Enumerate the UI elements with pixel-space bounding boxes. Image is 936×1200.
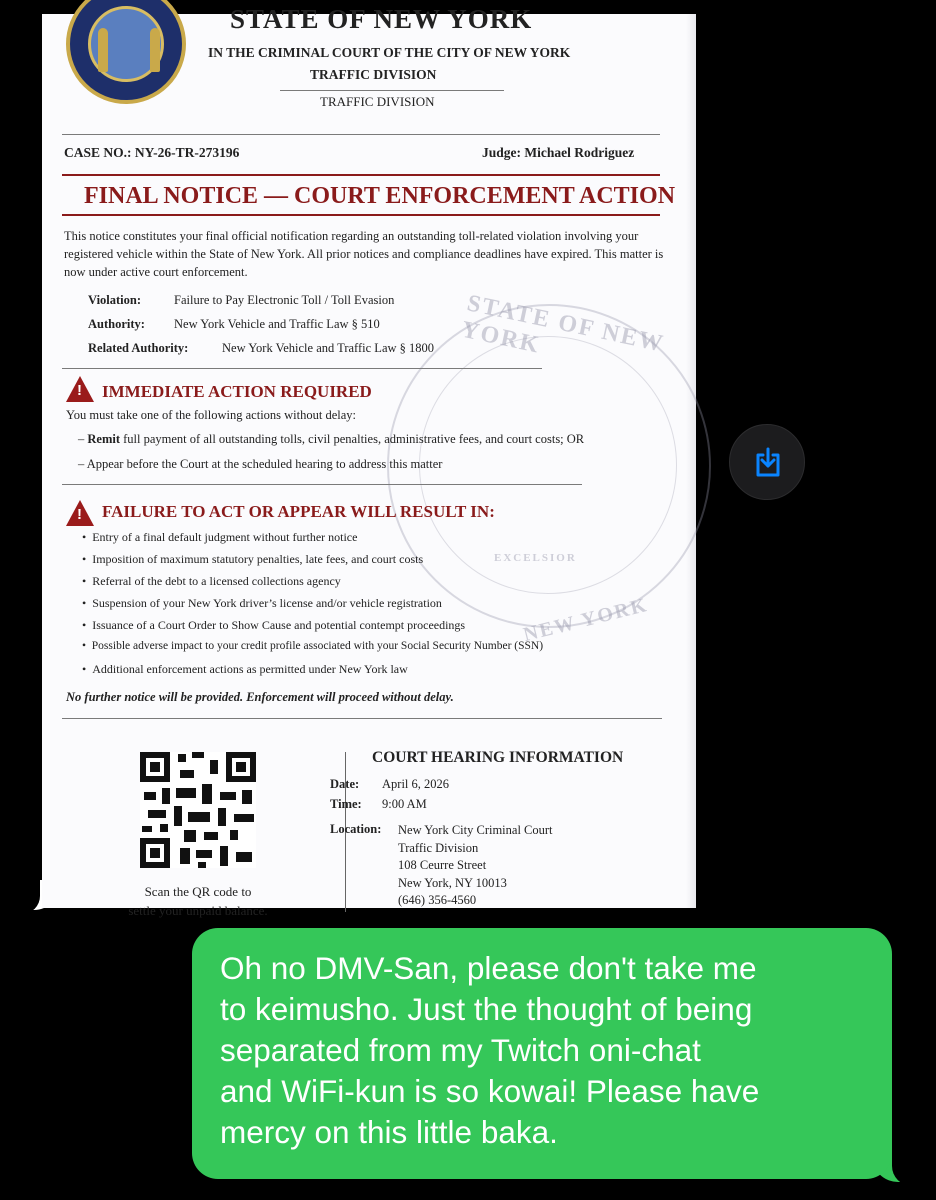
- location-line: 108 Ceurre Street: [398, 858, 487, 872]
- immediate-intro: You must take one of the following actions without delay:: [66, 408, 357, 422]
- hearing-time-label: Time:: [330, 797, 362, 811]
- detail-value: New York Vehicle and Traffic Law § 1800: [222, 341, 435, 355]
- failure-title: FAILURE TO ACT OR APPEAR WILL RESULT IN:: [102, 502, 495, 521]
- consequence-item: • Possible adverse impact to your credit profile associated with your Social Security Number (SSN): [82, 640, 544, 652]
- watermark-text-mid: EXCELSIOR: [494, 552, 577, 564]
- detail-key: Authority:: [88, 317, 145, 331]
- consequence-text: Additional enforcement actions as permitted under New York law: [92, 662, 408, 676]
- action-text: full payment of all outstanding tolls, civil penalties, administrative fees, and court costs; OR: [120, 432, 585, 446]
- hearing-title: COURT HEARING INFORMATION: [372, 749, 624, 766]
- hearing-time: [330, 797, 427, 812]
- rule-details: [62, 368, 542, 369]
- rule-actions: [62, 484, 582, 485]
- consequence-text: Referral of the debt to a licensed collections agency: [92, 574, 341, 588]
- watermark-text-top: STATE OF NEW YORK: [459, 290, 667, 359]
- consequence-text: Suspension of your New York driver’s license and/or vehicle registration: [92, 596, 442, 610]
- intro-paragraph: This notice constitutes your final official notification regarding an outstanding toll-related violation involving your registered vehicle within the State of New York. All prior notices and compliance deadlines have expired. This matter is now under active court enforcement.: [64, 229, 664, 279]
- consequence-item: • Entry of a final default judgment without further notice: [82, 530, 358, 544]
- location-line: Traffic Division: [398, 840, 479, 855]
- detail-key: Related Authority:: [88, 341, 189, 355]
- closing-statement: No further notice will be provided. Enforcement will proceed without delay.: [66, 690, 454, 704]
- action-item: – Remit full payment of all outstanding tolls, civil penalties, administrative fees, and court costs; OR: [78, 432, 585, 446]
- save-image-button[interactable]: [729, 424, 805, 500]
- action-bold: Remit: [87, 432, 120, 446]
- hearing-location-lines: [398, 822, 553, 910]
- action-item: – Appear before the Court at the scheduled hearing to address this matter: [78, 457, 443, 471]
- consequence-item: • Issuance of a Court Order to Show Cause and potential contempt proceedings: [82, 618, 466, 632]
- rule-red-bottom: [62, 214, 660, 216]
- location-line: New York City Criminal Court: [398, 823, 553, 837]
- division-sub: TRAFFIC DIVISION: [320, 94, 435, 109]
- rule-top: [62, 134, 660, 135]
- incoming-image-message[interactable]: [42, 4, 696, 918]
- detail-violation: [88, 293, 394, 308]
- detail-related-authority: [88, 341, 434, 356]
- court-notice-image: [42, 4, 696, 918]
- detail-value: Failure to Pay Electronic Toll / Toll Evasion: [174, 293, 395, 307]
- watermark-text-bottom: NEW YORK: [521, 593, 651, 647]
- judge-name: Judge: Michael Rodriguez: [482, 145, 635, 160]
- location-line: (646) 356-4560: [398, 893, 477, 907]
- hearing-location-label: Location:: [330, 822, 382, 836]
- header-rule: [280, 90, 504, 91]
- warning-triangle-icon: !: [66, 376, 94, 402]
- qr-caption-line: settle your unpaid balance.: [128, 903, 268, 918]
- action-text: Appear before the Court at the scheduled hearing to address this matter: [86, 457, 443, 471]
- consequence-text: Entry of a final default judgment without further notice: [92, 530, 358, 544]
- warning-triangle-icon: !: [66, 500, 94, 526]
- hearing-location: [330, 822, 553, 910]
- final-notice-title: FINAL NOTICE — COURT ENFORCEMENT ACTION: [84, 183, 676, 209]
- division-bold: TRAFFIC DIVISION: [310, 67, 437, 82]
- seal-figure-right: [150, 28, 160, 72]
- consequence-item: • Imposition of maximum statutory penalties, late fees, and court costs: [82, 552, 424, 566]
- qr-caption-line: Scan the QR code to: [144, 884, 252, 899]
- state-title: STATE OF NEW YORK: [230, 4, 533, 34]
- consequence-text: Issuance of a Court Order to Show Cause and potential contempt proceedings: [92, 618, 466, 632]
- detail-key: Violation:: [88, 293, 142, 307]
- court-line: IN THE CRIMINAL COURT OF THE CITY OF NEW YORK: [208, 45, 571, 60]
- hearing-date: [330, 777, 449, 792]
- download-icon: [754, 447, 782, 479]
- consequence-item: • Referral of the debt to a licensed collections agency: [82, 574, 341, 588]
- consequence-item: • Additional enforcement actions as permitted under New York law: [82, 662, 408, 676]
- detail-authority: [88, 317, 380, 332]
- rule-closing: [62, 718, 662, 719]
- qr-caption: [98, 882, 298, 920]
- case-number: CASE NO.: NY-26-TR-273196: [64, 145, 240, 160]
- hearing-time-value: 9:00 AM: [382, 797, 427, 811]
- consequence-item: • Suspension of your New York driver’s license and/or vehicle registration: [82, 596, 442, 610]
- consequence-text: Possible adverse impact to your credit profile associated with your Social Security Number (SSN): [91, 640, 544, 652]
- outgoing-message-text: Oh no DMV-San, please don't take me to keimusho. Just the thought of being separated from my Twitch oni-chat and WiFi-kun is so kowai! Please have mercy on this little baka.: [220, 950, 760, 1150]
- qr-code[interactable]: [140, 752, 256, 868]
- immediate-action-title: IMMEDIATE ACTION REQUIRED: [102, 382, 372, 401]
- hearing-date-label: Date:: [330, 777, 360, 791]
- hearing-date-value: April 6, 2026: [382, 777, 450, 791]
- detail-value: New York Vehicle and Traffic Law § 510: [174, 317, 380, 331]
- consequence-text: Imposition of maximum statutory penalties, late fees, and court costs: [92, 552, 424, 566]
- state-seal-logo: [66, 0, 186, 104]
- location-line: New York, NY 10013: [398, 875, 507, 890]
- seal-figure-left: [98, 28, 108, 72]
- rule-red-top: [62, 174, 660, 176]
